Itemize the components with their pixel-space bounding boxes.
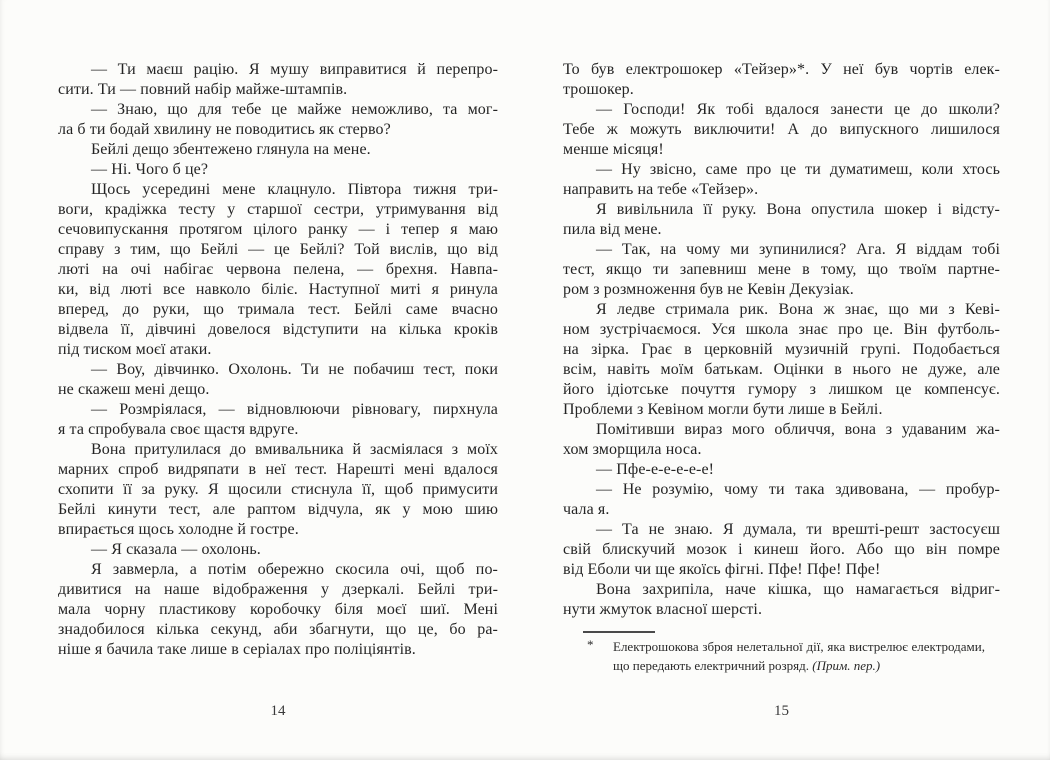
text-line: — Розмріялася, — відновлюючи рівновагу, пирхнула — [91, 401, 498, 418]
text-line: хом зморщила носа. — [563, 441, 702, 458]
text-line: свій блискучий мозок і кинеш його. Або що він помре — [563, 541, 1000, 558]
text-line: тест, якщо ти запевниш мене в тому, що твоїм партне- — [563, 261, 1000, 278]
text-line: під тиском моєї атаки. — [58, 341, 212, 358]
text-line: Я ледве стримала рик. Вона ж знає, що ми з Кеві- — [596, 301, 1000, 318]
text-line: знадобилося кілька секунд, аби збагнути, що це, бо ра- — [58, 621, 498, 638]
text-line: трошокер. — [563, 81, 634, 98]
footnote-marker: * — [587, 637, 594, 652]
text-line: Бейлі кинути тест, але раптом відчула, як у мою шию — [58, 501, 498, 518]
text-line: — Господи! Як тобі вдалося занести це до школи? — [596, 101, 1000, 118]
text-line: дивитися на наше відображення у дзеркалі. Бейлі три- — [58, 581, 498, 598]
right-page — [563, 60, 1000, 740]
text-line: ки, від люті все навколо біліє. Наступної миті я ринула — [58, 281, 498, 298]
text-line: направить на тебе «Тейзер». — [563, 181, 759, 198]
page-number-right: 15 — [774, 703, 789, 719]
footnote-text — [613, 637, 985, 675]
text-line: — Не розумію, чому ти така здивована, — пробур- — [596, 481, 1000, 498]
text-line: нути жмуток власної шерсті. — [563, 601, 763, 618]
text-line: — Та не знаю. Я думала, ти врешті-решт застосуєш — [596, 521, 1000, 538]
left-page-text — [58, 60, 498, 660]
text-line: впирається щось холодне й гостре. — [58, 521, 299, 538]
text-line: вперед, до руки, що тримала тест. Бейлі саме вчасно — [58, 301, 498, 318]
text-line: Щось усередині мене клацнуло. Півтора тижня три- — [91, 181, 498, 198]
text-line: ном зустрічаємося. Уся школа знає про це. Він футболь- — [563, 321, 1000, 338]
text-line: воги, крадіжка тесту у старшої сестри, утримування від — [58, 201, 498, 218]
text-line: пила від мене. — [563, 221, 662, 238]
left-page — [58, 60, 498, 740]
footnote-line-2-text: що передають електричний розряд. — [613, 658, 813, 673]
text-line: сечовипускання протягом цілого ранку — і тепер я маю — [58, 221, 498, 238]
text-line: справу з тим, що Бейлі — це Бейлі? Той вислів, що від — [58, 241, 498, 258]
text-line: — Ні. Чого б це? — [91, 161, 209, 178]
text-line: ніше я бачила таке лише в серіалах про поліціянтів. — [58, 641, 416, 658]
text-line: ром з розмноження був не Кевін Декузіак. — [563, 281, 854, 298]
text-line: на зірка. Грає в церковній музичній групі. Подобається — [563, 341, 1000, 358]
text-line: Вона захрипіла, наче кішка, що намагається відриг- — [596, 581, 1000, 598]
text-line: — Воу, дівчинко. Охолонь. Ти не побачиш тест, поки — [91, 361, 498, 378]
text-line: всім, навіть моїм батькам. Оцінки в нього не дуже, але — [563, 361, 1000, 378]
footnote-translator-note: (Прим. пер.) — [812, 658, 881, 673]
text-line: Вона притулилася до вмивальника й засміялася з моїх — [91, 441, 498, 458]
text-line: Проблеми з Кевіном могли бути лише в Бейлі. — [563, 401, 883, 418]
text-line: — Так, на чому ми зупинилися? Ага. Я віддам тобі — [596, 241, 1000, 258]
text-line: Я вивільнила її руку. Вона опустила шокер і відсту- — [596, 201, 1000, 218]
right-page-text — [563, 60, 1000, 620]
text-line: — Я сказала — охолонь. — [91, 541, 261, 558]
footnote-rule — [583, 631, 655, 633]
text-line: — Знаю, що для тебе це майже неможливо, та мог- — [91, 101, 498, 118]
text-line: чала я. — [563, 501, 610, 518]
text-line: схопити її за руку. Я щосили стиснула її, щоб примусити — [58, 481, 498, 498]
text-line: менше місяця! — [563, 141, 664, 158]
text-line: від Еболи чи ще якоїсь фігні. Пфе! Пфе! Пфе! — [563, 561, 881, 578]
text-line: мала чорну пластикову коробочку біля моєї шиї. Мені — [58, 601, 498, 618]
text-line: я та спробувала своє щастя вдруге. — [58, 421, 299, 438]
text-line: — Пфе-е-е-е-е-е! — [596, 461, 715, 478]
text-line: ла б ти бодай хвилину не поводитись як стерво? — [58, 121, 391, 138]
footnote-line-1: Електрошокова зброя нелетальної дії, яка вистрелює електродами, — [613, 639, 985, 654]
text-line: Бейлі дещо збентежено глянула на мене. — [91, 141, 371, 158]
text-line: Тебе ж можуть виключити! А до випускного лишилося — [563, 121, 1000, 138]
text-line: То був електрошокер «Тейзер»*. У неї був чортів елек- — [563, 61, 1000, 78]
text-line: не скажеш мені дещо. — [58, 381, 210, 398]
text-line: відвела її, дівчині довелося відступити на кілька кроків — [58, 321, 498, 338]
text-line: — Ну звісно, саме про це ти думатимеш, коли хтось — [596, 161, 1000, 178]
footnote — [563, 631, 1000, 675]
text-line: Помітивши вираз мого обличчя, вона з удаваним жа- — [596, 421, 1000, 438]
text-line: люті на очі набігає червона пелена, — брехня. Навпа- — [58, 261, 498, 278]
footnote-line-2 — [613, 656, 985, 675]
text-line: Я завмерла, а потім обережно скосила очі, щоб по- — [91, 561, 498, 578]
text-line: його ідіотське почуття гумору з лишком це компенсує. — [563, 381, 1000, 398]
text-line: — Ти маєш рацію. Я мушу виправитися й перепро- — [91, 61, 498, 78]
page-number-left: 14 — [270, 703, 286, 719]
text-line: сити. Ти — повний набір майже-штампів. — [58, 81, 348, 98]
text-line: марних спроб видряпати в неї тест. Нарешті мені вдалося — [58, 461, 498, 478]
